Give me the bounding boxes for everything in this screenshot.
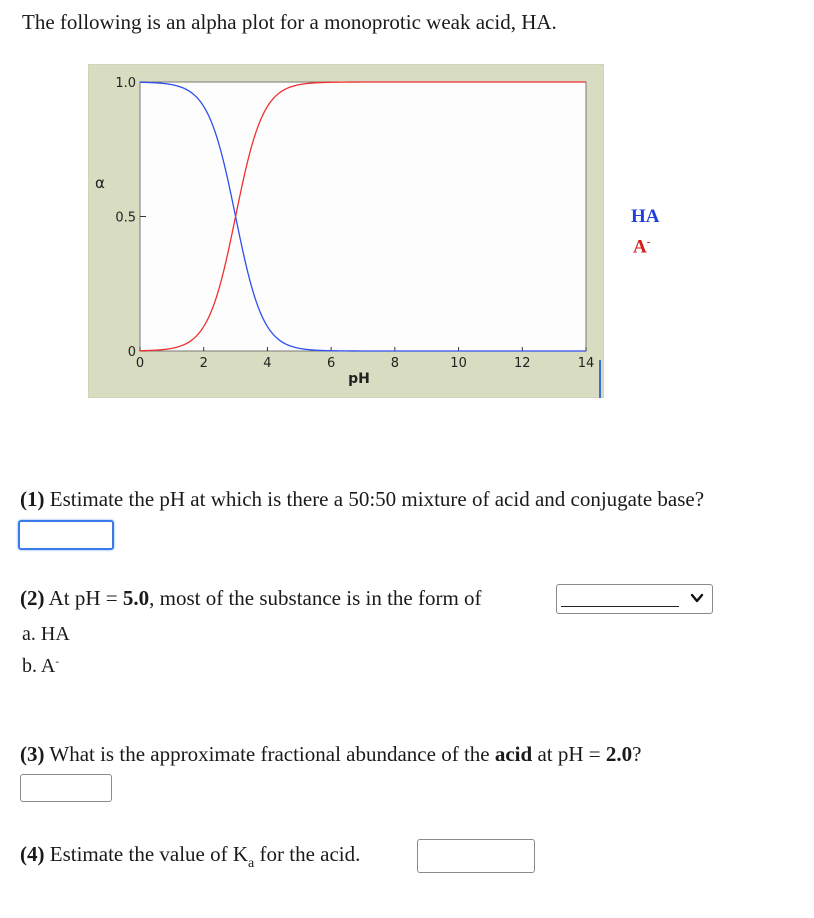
legend-ha: HA xyxy=(631,206,660,227)
x-tick-label: 12 xyxy=(514,356,531,371)
chevron-down-icon xyxy=(690,591,704,605)
y-axis-label: α xyxy=(95,174,105,192)
answer-3-input[interactable] xyxy=(20,774,112,802)
option-b: b. A- xyxy=(22,655,60,677)
x-tick-label: 2 xyxy=(199,356,208,371)
x-tick-label: 4 xyxy=(263,356,272,371)
x-tick-label: 10 xyxy=(450,356,467,371)
question-1-text: Estimate the pH at which is there a 50:50 mixture of acid and conjugate base? xyxy=(44,487,705,511)
x-tick-label: 6 xyxy=(327,356,336,371)
question-2-ph: 5.0 xyxy=(122,586,150,610)
select-blank xyxy=(561,606,679,607)
x-tick-label: 14 xyxy=(577,356,595,371)
y-tick-label: 0 xyxy=(127,345,136,360)
x-axis-label: pH xyxy=(348,371,370,387)
answer-2-select[interactable] xyxy=(556,584,713,614)
question-3: (3) What is the approximate fractional abundance of the acid at pH = 2.0? xyxy=(20,742,642,766)
alpha-plot-svg xyxy=(88,64,604,398)
plot-area xyxy=(140,82,586,351)
question-1-number: (1) xyxy=(20,487,45,511)
question-4-number: (4) xyxy=(20,842,45,866)
alpha-plot xyxy=(88,64,604,398)
option-a: a. HA xyxy=(22,623,70,645)
question-4: (4) Estimate the value of $K_a$ for the acid. xyxy=(20,842,361,871)
question-1 xyxy=(20,487,704,512)
y-tick-label: 0.5 xyxy=(115,210,136,226)
question-2: (2) At pH = 5.0, most of the substance is in the form of xyxy=(20,586,482,610)
y-tick-label: 1.0 xyxy=(115,76,136,91)
x-tick-label: 0 xyxy=(135,356,145,371)
question-3-number: (3) xyxy=(20,742,45,766)
answer-4-input[interactable] xyxy=(417,839,535,873)
legend-a-minus: A- xyxy=(633,236,651,258)
x-tick-label: 8 xyxy=(390,356,399,371)
answer-1-input[interactable] xyxy=(18,520,114,550)
intro-text: The following is an alpha plot for a monoprotic weak acid, HA. xyxy=(22,10,557,34)
question-2-number: (2) xyxy=(20,586,45,610)
